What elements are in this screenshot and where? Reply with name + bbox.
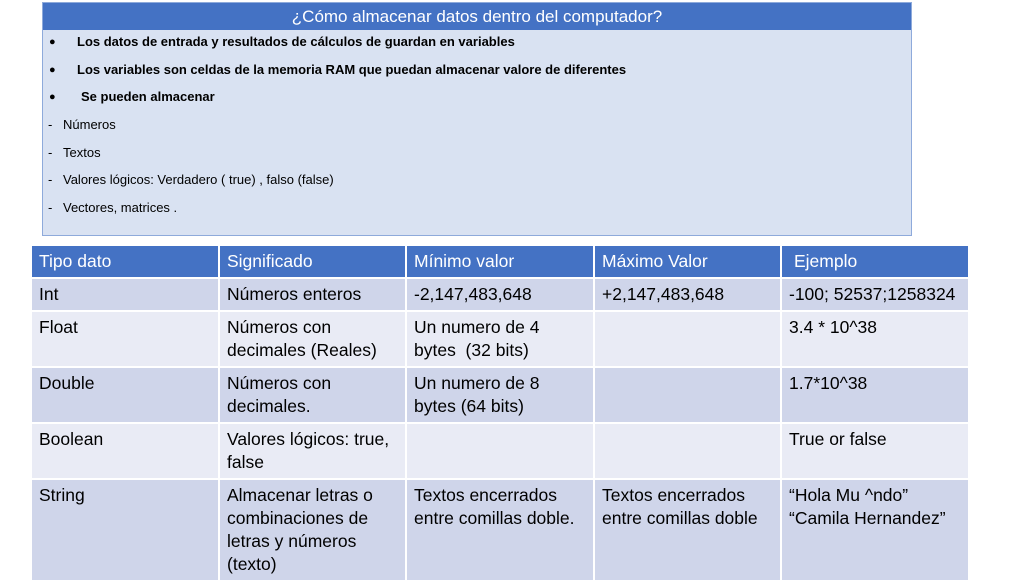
bullet-icon: ● — [49, 36, 56, 48]
table-cell — [594, 311, 781, 367]
bullet-icon: ● — [49, 63, 56, 76]
bullet-text: Se pueden almacenar — [81, 89, 215, 105]
table-cell: Float — [31, 311, 219, 367]
dash-icon: - — [48, 144, 53, 160]
bullet-text: Los datos de entrada y resultados de cálculos de guardan en variables — [77, 34, 515, 49]
header-tipo-dato: Tipo dato — [31, 245, 219, 278]
table-cell: String — [31, 479, 219, 581]
dash-text: Números — [63, 117, 116, 133]
header-significado: Significado — [219, 245, 406, 278]
dash-text: Vectores, matrices . — [63, 200, 178, 216]
dash-icon: - — [48, 117, 53, 133]
header-minimo-valor: Mínimo valor — [406, 245, 594, 278]
info-list — [43, 30, 911, 224]
table-cell — [406, 423, 594, 479]
dash-item — [43, 196, 911, 224]
table-cell — [594, 367, 781, 423]
bullet-item — [43, 30, 911, 58]
table-row — [31, 311, 969, 367]
table-cell: Int — [31, 278, 219, 311]
table-row — [31, 423, 969, 479]
table-row — [31, 367, 969, 423]
dash-item — [43, 113, 911, 141]
bullet-item — [43, 85, 911, 113]
table-cell: Números enteros — [219, 278, 406, 311]
table-cell: 3.4 * 10^38 — [781, 311, 969, 367]
bullet-item — [43, 58, 911, 86]
table-row — [31, 479, 969, 581]
dash-item — [43, 141, 911, 169]
header-ejemplo — [781, 245, 969, 278]
info-box-title: ¿Cómo almacenar datos dentro del computador? — [43, 3, 911, 30]
table-cell: +2,147,483,648 — [594, 278, 781, 311]
dash-icon: - — [48, 200, 53, 216]
table-cell: Double — [31, 367, 219, 423]
table-cell: 1.7*10^38 — [781, 367, 969, 423]
table-cell: -100; 52537;1258324 — [781, 278, 969, 311]
dash-icon: - — [48, 172, 53, 188]
header-maximo-valor: Máximo Valor — [594, 245, 781, 278]
data-types-table — [30, 244, 970, 582]
table-cell: “Hola Mu ^ndo” “Camila Hernandez” — [781, 479, 969, 581]
table-cell: Boolean — [31, 423, 219, 479]
table-cell: Textos encerrados entre comillas doble. — [406, 479, 594, 581]
table-cell: Un numero de 4 bytes (32 bits) — [406, 311, 594, 367]
table-cell: Valores lógicos: true, false — [219, 423, 406, 479]
table-cell: Textos encerrados entre comillas doble — [594, 479, 781, 581]
info-box — [42, 2, 912, 236]
table-cell: Números con decimales (Reales) — [219, 311, 406, 367]
table-cell: Números con decimales. — [219, 367, 406, 423]
bullet-text: Los variables son celdas de la memoria RAM que puedan almacenar valore de diferentes — [77, 61, 627, 77]
dash-text: Textos — [63, 144, 101, 160]
dash-text: Valores lógicos: Verdadero ( true) , falso (false) — [63, 172, 334, 188]
table-row — [31, 278, 969, 311]
table-cell: -2,147,483,648 — [406, 278, 594, 311]
table-cell: Almacenar letras o combinaciones de letras y números (texto) — [219, 479, 406, 581]
table-cell: Un numero de 8 bytes (64 bits) — [406, 367, 594, 423]
header-ejemplo-text: Ejemplo — [794, 251, 858, 271]
dash-item — [43, 168, 911, 196]
table-header-row — [31, 245, 969, 278]
bullet-icon: ● — [49, 91, 56, 104]
table-cell: True or false — [781, 423, 969, 479]
table-cell — [594, 423, 781, 479]
